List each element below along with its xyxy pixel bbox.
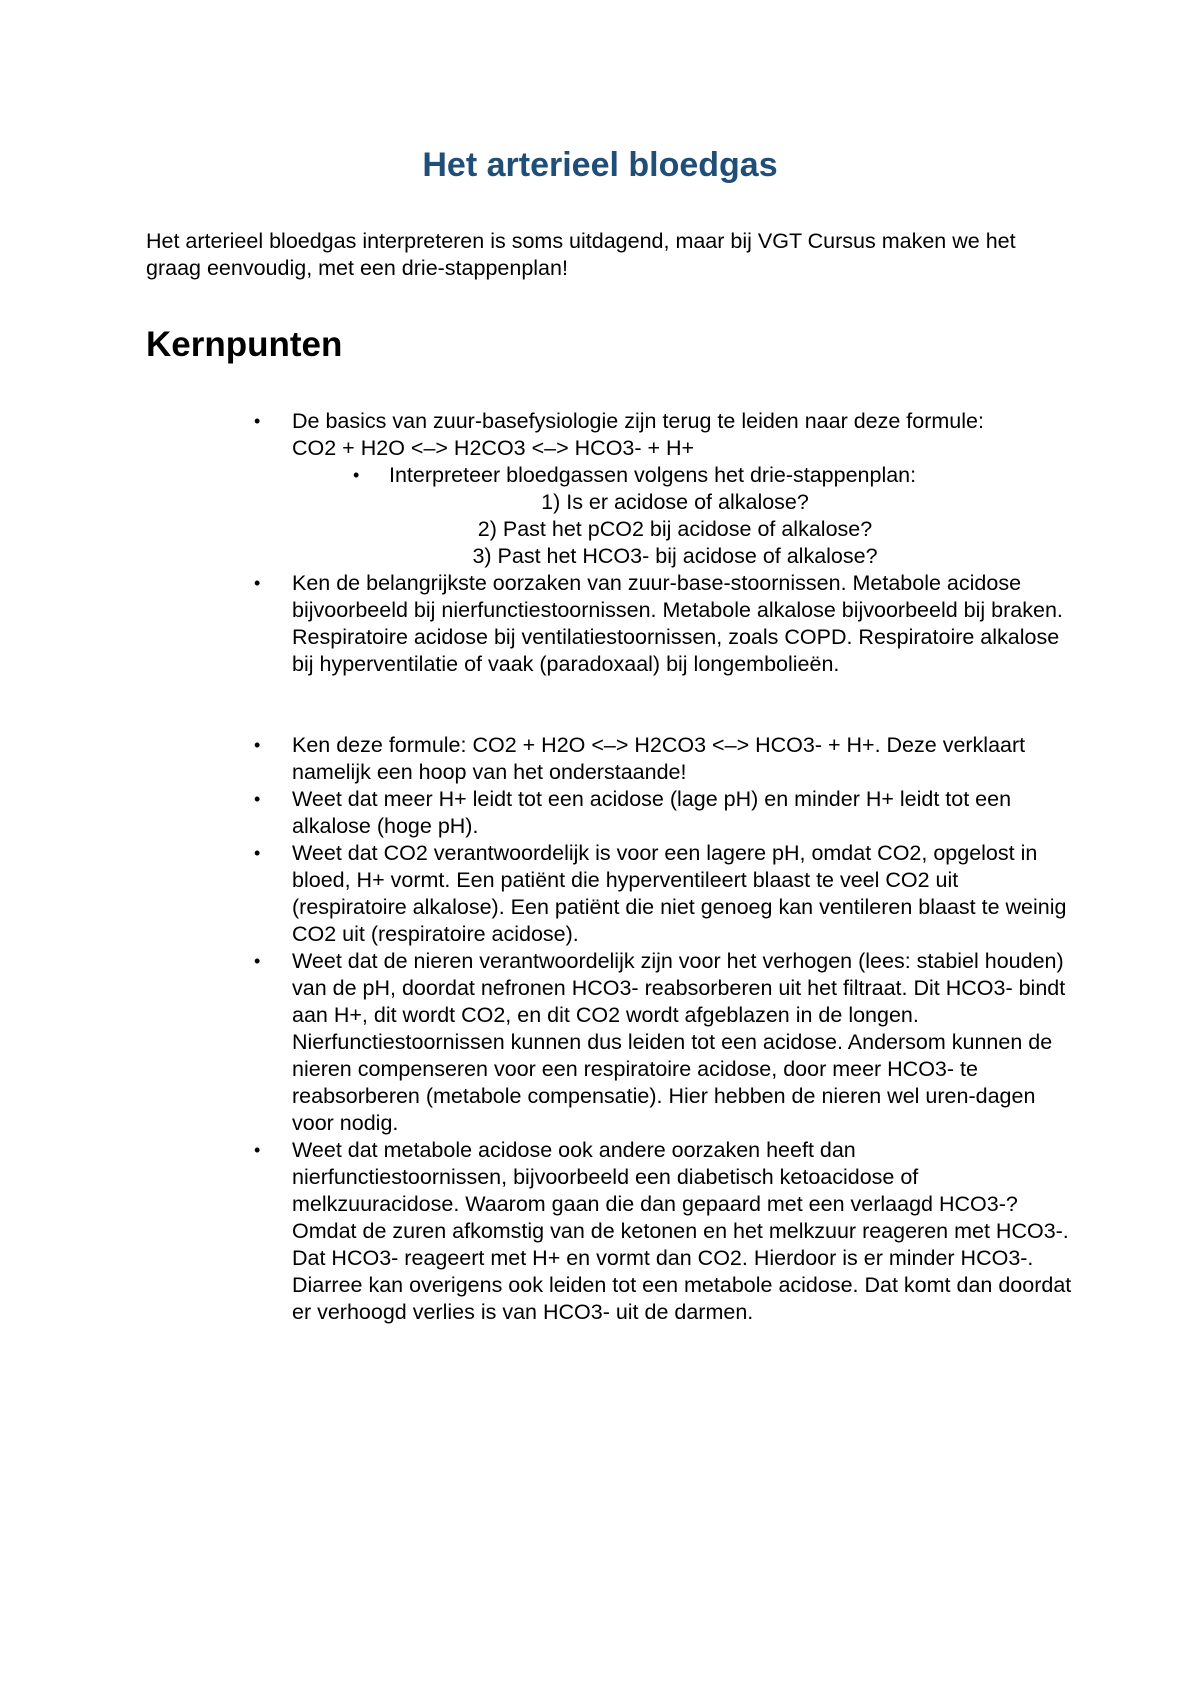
list-item <box>0 948 1074 1137</box>
formula-text: CO2 + H2O <–> H2CO3 <–> HCO3- + H+ <box>292 436 695 460</box>
bullet-icon: • <box>254 411 261 431</box>
step-line: 3) Past het HCO3- bij acidose of alkalose? <box>472 544 878 568</box>
list-item <box>0 840 1074 948</box>
list-item <box>0 408 1074 462</box>
bullet-icon: • <box>254 789 261 809</box>
list-item-text: Weet dat CO2 verantwoordelijk is voor een lagere pH, omdat CO2, opgelost in bloed, H+ vormt. Een patiënt die hyperventileert blaast te veel CO2 uit (respiratoire alkalose). Een patiënt die niet genoeg kan ventileren blaast te weinig CO2 uit (respiratoire acidose). <box>292 841 1067 946</box>
list-item <box>0 1137 1074 1326</box>
list-item-text: Ken de belangrijkste oorzaken van zuur-base-stoornissen. Metabole acidose bijvoorbeeld bij nierfunctiestoornissen. Metabole alkalose bijvoorbeeld bij braken. Respiratoire acidose bij ventilatiestoornissen, zoals COPD. Respiratoire alkalose bij hyperventilatie of vaak (paradoxaal) bij longembolieën. <box>292 571 1063 676</box>
sub-list-item <box>0 462 1200 489</box>
intro-paragraph: Het arterieel bloedgas interpreteren is soms uitdagend, maar bij VGT Cursus maken we het graag eenvoudig, met een drie-stappenplan! <box>146 229 1016 280</box>
step-line: 1) Is er acidose of alkalose? <box>541 490 809 514</box>
document-title: Het arterieel bloedgas <box>422 146 778 184</box>
list-item-text: De basics van zuur-basefysiologie zijn terug te leiden naar deze formule: <box>292 409 984 433</box>
list-item-text: Ken deze formule: CO2 + H2O <–> H2CO3 <–> HCO3- + H+. Deze verklaart namelijk een hoop van het onderstaande! <box>292 733 1026 784</box>
bullet-icon: • <box>353 465 360 485</box>
bullet-icon: • <box>254 843 261 863</box>
sub-list-item-text: Interpreteer bloedgassen volgens het drie-stappenplan: <box>389 463 917 487</box>
list-item-text: Weet dat meer H+ leidt tot een acidose (lage pH) en minder H+ leidt tot een alkalose (hoge pH). <box>292 787 1012 838</box>
list-item <box>0 732 1074 786</box>
bullet-icon: • <box>254 1140 261 1160</box>
list-item-text: Weet dat de nieren verantwoordelijk zijn voor het verhogen (lees: stabiel houden) van de pH, doordat nefronen HCO3- reabsorberen uit het filtraat. Dit HCO3- bindt aan H+, dit wordt CO2, en dit CO2 wordt afgeblazen in de longen. Nierfunctiestoornissen kunnen dus leiden tot een acidose. Andersom kunnen de nieren compenseren voor een respiratoire acidose, door meer HCO3- te reabsorberen (metabole compensatie). Hier hebben de nieren wel uren-dagen voor nodig. <box>292 949 1066 1135</box>
list-item <box>0 570 1074 678</box>
bullet-icon: • <box>254 573 261 593</box>
paragraph-gap <box>0 678 1200 732</box>
list-item-text: Weet dat metabole acidose ook andere oorzaken heeft dan nierfunctiestoornissen, bijvoorbeeld een diabetisch ketoacidose of melkzuuracidose. Waarom gaan die dan gepaard met een verlaagd HCO3-? Omdat de zuren afkomstig van de ketonen en het melkzuur reageren met HCO3-. Dat HCO3- reageert met H+ en vormt dan CO2. Hierdoor is er minder HCO3-. Diarree kan overigens ook leiden tot een metabole acidose. Dat komt dan doordat er verhoogd verlies is van HCO3- uit de darmen. <box>292 1138 1072 1324</box>
bullet-icon: • <box>254 735 261 755</box>
step-line: 2) Past het pCO2 bij acidose of alkalose? <box>477 517 873 541</box>
list-item <box>0 786 1074 840</box>
bullet-icon: • <box>254 951 261 971</box>
key-points-list <box>0 408 1200 1326</box>
section-heading: Kernpunten <box>146 325 343 364</box>
